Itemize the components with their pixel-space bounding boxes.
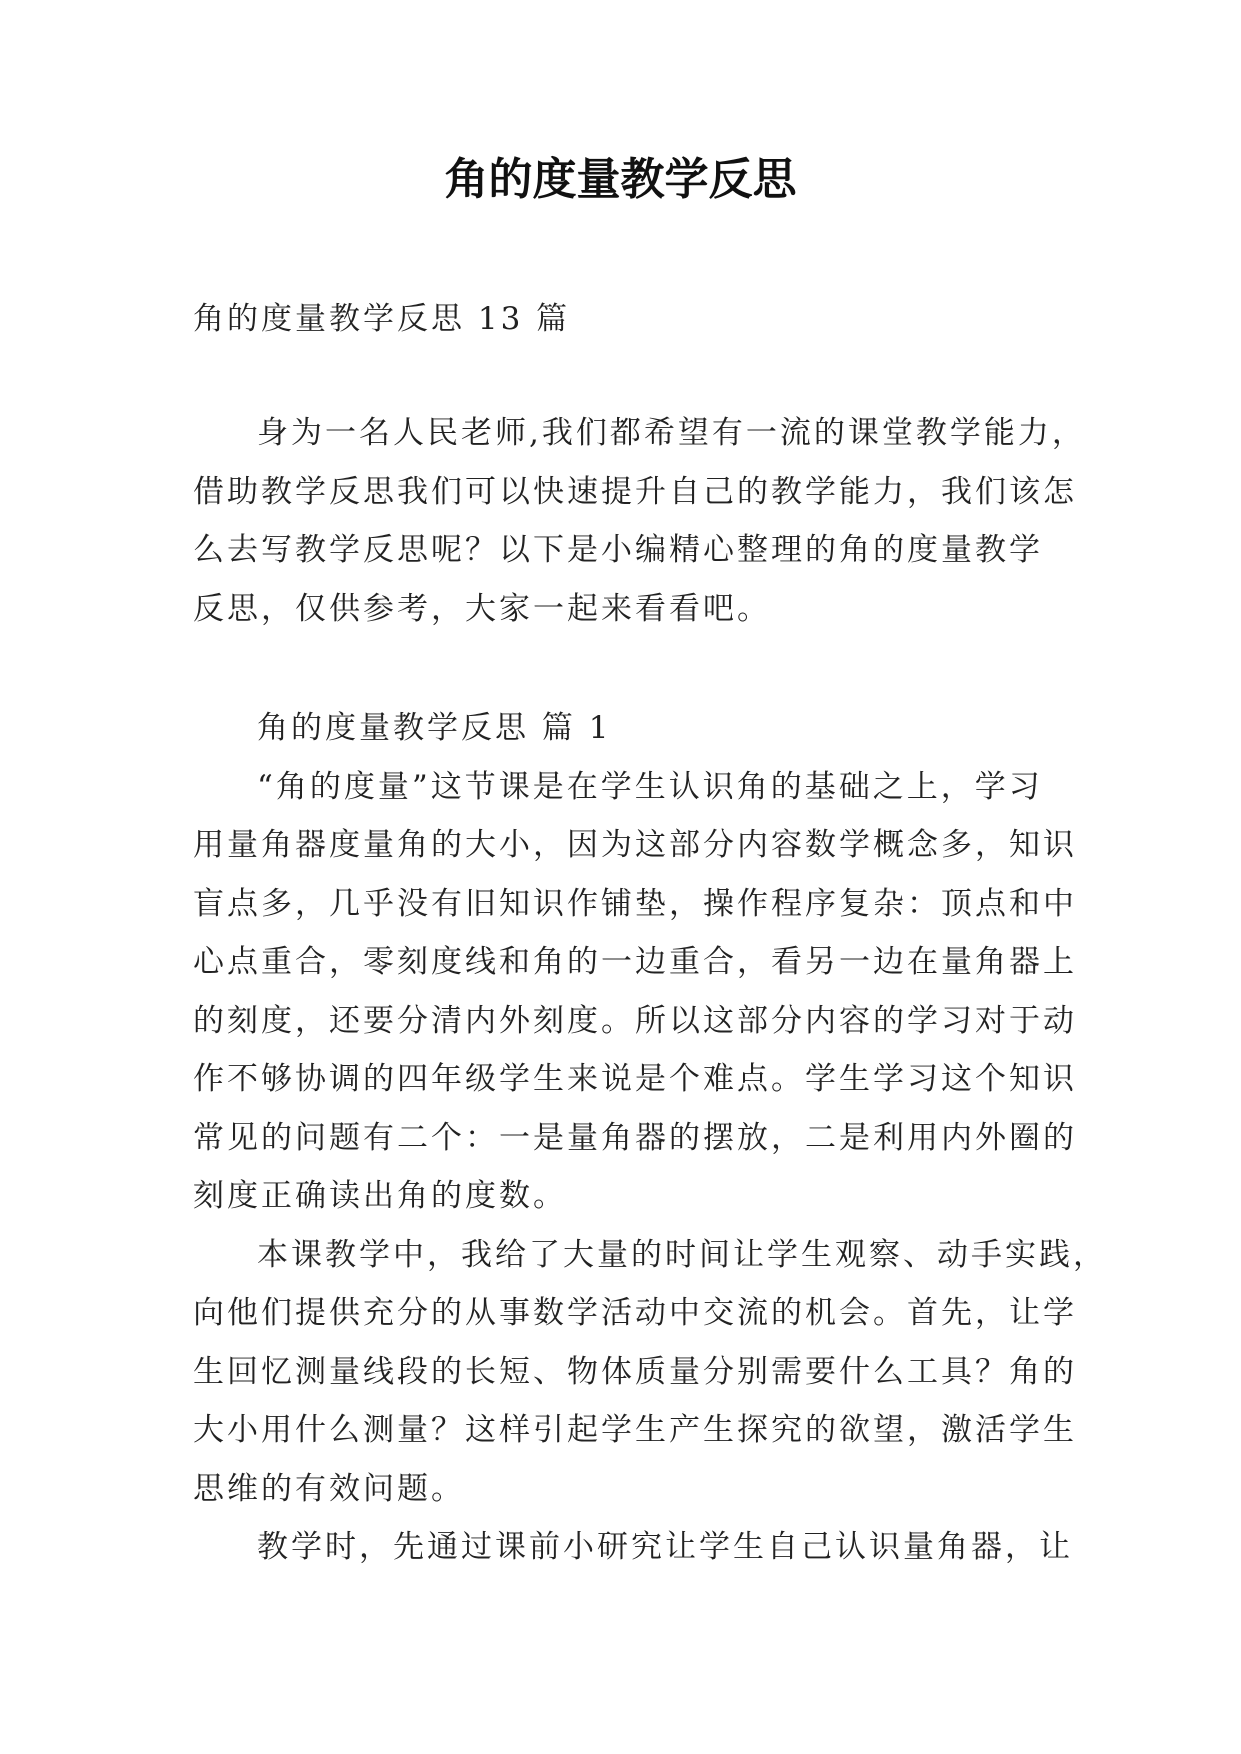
- text-line: 常见的问题有二个：一是量角器的摆放，二是利用内外圈的: [193, 1119, 1077, 1156]
- text-line: 本课教学中，我给了大量的时间让学生观察、动手实践，: [257, 1236, 1107, 1273]
- text-line: 作不够协调的四年级学生来说是个难点。学生学习这个知识: [193, 1061, 1077, 1097]
- text-line: 的刻度，还要分清内外刻度。所以这部分内容的学习对于动: [193, 1002, 1077, 1039]
- text-line: 心点重合，零刻度线和角的一边重合，看另一边在量角器上: [193, 944, 1077, 980]
- text-line: 刻度正确读出角的度数。: [193, 1178, 567, 1214]
- text-line: 么去写教学反思呢？以下是小编精心整理的角的度量教学: [193, 532, 1043, 568]
- text-line: 教学时，先通过课前小研究让学生自己认识量角器，让: [257, 1529, 1073, 1565]
- text-line: 思维的有效问题。: [193, 1470, 465, 1507]
- text-line: 向他们提供充分的从事数学活动中交流的机会。首先，让学: [193, 1295, 1077, 1331]
- text-line: 借助教学反思我们可以快速提升自己的教学能力，我们该怎: [193, 473, 1077, 510]
- intro-paragraph: [193, 404, 1086, 638]
- section-heading: 角的度量教学反思 篇 1: [257, 710, 612, 746]
- text-line: “角的度量”这节课是在学生认识角的基础之上，学习: [257, 768, 1043, 805]
- text-line: 大小用什么测量？这样引起学生产生探究的欲望，激活学生: [193, 1412, 1077, 1448]
- text-line: 生回忆测量线段的长短、物体质量分别需要什么工具？角的: [193, 1353, 1077, 1390]
- text-line: 盲点多，几乎没有旧知识作铺垫，操作程序复杂：顶点和中: [193, 885, 1077, 922]
- document-subtitle: 角的度量教学反思 13 篇: [193, 301, 571, 337]
- text-line: 用量角器度量角的大小，因为这部分内容数学概念多，知识: [193, 827, 1077, 863]
- section-1: [193, 699, 1107, 1577]
- document-title: 角的度量教学反思: [444, 154, 797, 205]
- text-line: 反思，仅供参考，大家一起来看看吧。: [193, 590, 771, 627]
- text-line: 身为一名人民老师,我们都希望有一流的课堂教学能力，: [257, 415, 1086, 451]
